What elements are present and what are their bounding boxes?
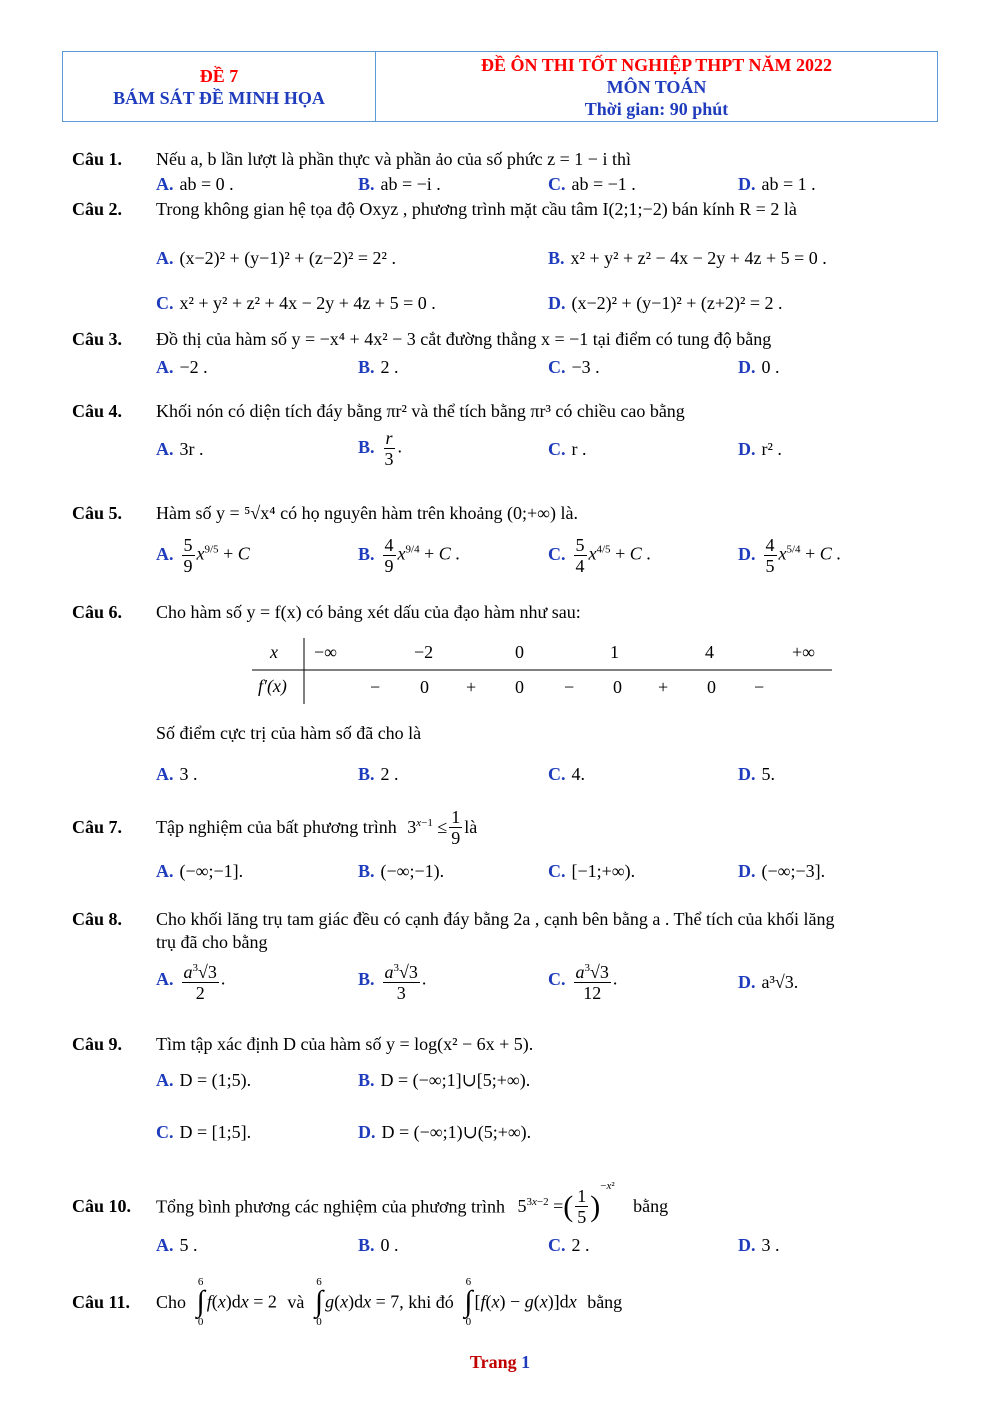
option-c[interactable]: C. D = [1;5]. bbox=[156, 1122, 252, 1142]
x-value: −2 bbox=[414, 642, 434, 662]
question-6 bbox=[72, 602, 581, 623]
x-value: 1 bbox=[610, 642, 619, 662]
option-c[interactable]: C. 4. bbox=[548, 764, 585, 784]
option-a[interactable]: A. 5 . bbox=[156, 1235, 198, 1255]
question-3 bbox=[72, 329, 771, 350]
option-b[interactable]: B. x² + y² + z² − 4x − 2y + 4z + 5 = 0 . bbox=[548, 248, 827, 268]
header-left bbox=[63, 52, 376, 121]
question-number: Câu 4. bbox=[72, 401, 123, 421]
option-c[interactable]: C. x² + y² + z² + 4x − 2y + 4z + 5 = 0 . bbox=[156, 293, 436, 313]
option-a[interactable]: A. ab = 0 . bbox=[156, 174, 234, 194]
question-text: Đồ thị của hàm số y = −x⁴ + 4x² − 3 cắt đường thẳng x = −1 tại điểm có tung độ bằng bbox=[156, 329, 772, 349]
question-8-cont: trụ đã cho bằng bbox=[156, 932, 268, 952]
sign: + bbox=[466, 677, 477, 697]
option-c[interactable]: C. $\frac{a^3√3}{12}$ . bbox=[548, 958, 617, 1003]
option-b[interactable]: B. $\frac{a^3√3}{3}$ . bbox=[358, 958, 426, 1003]
sign: 0 bbox=[613, 677, 622, 697]
question-number: Câu 6. bbox=[72, 602, 123, 622]
x-value: 0 bbox=[515, 642, 524, 662]
option-a[interactable]: A. D = (1;5). bbox=[156, 1070, 252, 1090]
option-d[interactable]: D. $\frac{4}{5}$ $x^{5/4} + C$ . bbox=[738, 535, 841, 576]
x-value: +∞ bbox=[792, 642, 815, 662]
option-b[interactable]: B. 2 . bbox=[358, 357, 399, 377]
sign: + bbox=[658, 677, 669, 697]
x-value: 4 bbox=[705, 642, 714, 662]
option-c[interactable]: C. ab = −1 . bbox=[548, 174, 636, 194]
option-d[interactable]: D. r² . bbox=[738, 439, 782, 459]
option-d[interactable]: D. (−∞;−3]. bbox=[738, 861, 826, 881]
option-b[interactable]: B. $\frac{4}{9}$ $x^{9/4} + C$ . bbox=[358, 535, 460, 576]
exam-number: ĐỀ 7 bbox=[199, 65, 239, 86]
option-a[interactable]: A. (−∞;−1]. bbox=[156, 861, 244, 881]
question-5 bbox=[72, 503, 578, 524]
question-number: Câu 1. bbox=[72, 149, 123, 169]
option-b[interactable]: B. ab = −i . bbox=[358, 174, 441, 194]
option-a[interactable]: A. $\frac{a^3√3}{2}$ . bbox=[156, 958, 225, 1003]
exam-subtitle: BÁM SÁT ĐỀ MINH HỌA bbox=[113, 87, 325, 108]
option-d[interactable]: D. D = (−∞;1)∪(5;+∞). bbox=[358, 1122, 532, 1142]
question-text: Cho khối lăng trụ tam giác đều có cạnh đáy bằng 2a , cạnh bên bằng a . Thể tích của khối lăng bbox=[156, 909, 835, 929]
exam-header bbox=[62, 51, 938, 122]
option-c[interactable]: C. $\frac{5}{4}$ $x^{4/5} + C$ . bbox=[548, 535, 651, 576]
option-d[interactable]: D. 5. bbox=[738, 764, 775, 784]
question-2 bbox=[72, 199, 797, 220]
option-a[interactable]: A. 3 . bbox=[156, 764, 198, 784]
question-text: Trong không gian hệ tọa độ Oxyz , phương trình mặt cầu tâm I(2;1;−2) bán kính R = 2 là bbox=[156, 199, 797, 219]
option-d[interactable]: D. a³√3. bbox=[738, 972, 799, 992]
row-label-fprime: f′(x) bbox=[258, 676, 287, 696]
page-number: 1 bbox=[521, 1352, 531, 1372]
option-d[interactable]: D. 3 . bbox=[738, 1235, 780, 1255]
x-value: −∞ bbox=[314, 642, 337, 662]
sign: 0 bbox=[420, 677, 429, 697]
question-number: Câu 10. bbox=[72, 1196, 132, 1217]
page-footer bbox=[0, 1352, 1000, 1373]
header-right bbox=[376, 52, 937, 121]
option-a[interactable]: A. −2 . bbox=[156, 357, 208, 377]
duration: Thời gian: 90 phút bbox=[584, 98, 729, 119]
question-text: Cho hàm số y = f(x) có bảng xét dấu của đạo hàm như sau: bbox=[156, 602, 581, 622]
footer-label: Trang bbox=[469, 1352, 517, 1372]
sign: − bbox=[564, 677, 575, 697]
question-text: Hàm số y = ⁵√x⁴ có họ nguyên hàm trên khoảng (0;+∞) là. bbox=[156, 503, 578, 523]
option-c[interactable]: C. r . bbox=[548, 439, 587, 459]
question-8 bbox=[72, 909, 834, 930]
option-b[interactable]: B. 2 . bbox=[358, 764, 399, 784]
option-d[interactable]: D. 0 . bbox=[738, 357, 780, 377]
option-a[interactable]: A. $\frac{5}{9}$ $x^{9/5} + C$ bbox=[156, 535, 250, 576]
integral-sign: 6 ∫ 0 bbox=[196, 1276, 205, 1328]
option-a[interactable]: A. 3r . bbox=[156, 439, 204, 459]
option-c[interactable]: C. [−1;+∞). bbox=[548, 861, 636, 881]
question-number: Câu 5. bbox=[72, 503, 123, 523]
question-text: Tìm tập xác định D của hàm số y = log(x² − 6x + 5). bbox=[156, 1034, 534, 1054]
sign: 0 bbox=[515, 677, 524, 697]
sign-table bbox=[252, 636, 832, 706]
exam-title: ĐỀ ÔN THI TỐT NGHIỆP THPT NĂM 2022 bbox=[481, 54, 832, 75]
question-text: Tổng bình phương các nghiệm của phương trình bbox=[156, 1196, 505, 1217]
question-1 bbox=[72, 149, 631, 170]
sign-table-lines bbox=[252, 636, 832, 706]
option-b[interactable]: B. D = (−∞;1]∪[5;+∞). bbox=[358, 1070, 531, 1090]
question-number: Câu 3. bbox=[72, 329, 123, 349]
option-d[interactable]: D. ab = 1 . bbox=[738, 174, 816, 194]
question-number: Câu 9. bbox=[72, 1034, 123, 1054]
option-a[interactable]: A. (x−2)² + (y−1)² + (z−2)² = 2² . bbox=[156, 248, 396, 268]
sign: − bbox=[370, 677, 381, 697]
question-number: Câu 7. bbox=[72, 817, 123, 837]
subject: MÔN TOÁN bbox=[606, 76, 707, 97]
question-9 bbox=[72, 1034, 533, 1055]
sign: 0 bbox=[707, 677, 716, 697]
option-b[interactable]: B. $\frac{r}{3}$ . bbox=[358, 428, 403, 469]
option-b[interactable]: B. (−∞;−1). bbox=[358, 861, 445, 881]
question-4 bbox=[72, 401, 685, 422]
option-b[interactable]: B. 0 . bbox=[358, 1235, 399, 1255]
integral-sign: 6 ∫ 0 bbox=[464, 1276, 473, 1328]
row-label-x: x bbox=[270, 642, 278, 662]
question-text: Tập nghiệm của bất phương trình bbox=[156, 817, 397, 837]
question-11: Câu 11. Cho 6 ∫ 0 f(x)dx = 2 và 6 ∫ 0 g(x)dx = 7, khi đó 6 ∫ 0 [f(x) − g(x)]dx bằng bbox=[72, 1276, 623, 1328]
question-number: Câu 8. bbox=[72, 909, 123, 929]
option-c[interactable]: C. 2 . bbox=[548, 1235, 590, 1255]
sign: − bbox=[754, 677, 765, 697]
integral-sign: 6 ∫ 0 bbox=[314, 1276, 324, 1328]
question-6-follow: Số điểm cực trị của hàm số đã cho là bbox=[156, 723, 422, 743]
question-text: Nếu a, b lần lượt là phần thực và phần ảo của số phức z = 1 − i thì bbox=[156, 149, 631, 169]
question-text: Khối nón có diện tích đáy bằng πr² và thể tích bằng πr³ có chiều cao bằng bbox=[156, 401, 685, 421]
question-number: Câu 11. bbox=[72, 1291, 131, 1312]
question-number: Câu 2. bbox=[72, 199, 123, 219]
option-c[interactable]: C. −3 . bbox=[548, 357, 600, 377]
option-d[interactable]: D. (x−2)² + (y−1)² + (z+2)² = 2 . bbox=[548, 293, 783, 313]
question-7: Câu 7. Tập nghiệm của bất phương trình $3^{x-1}$ ≤ $\frac{1}{9}$ là bbox=[72, 807, 478, 848]
question-10: Câu 10. Tổng bình phương các nghiệm của phương trình $5^{3x-2}$ =( $\frac{1}{5}$ )$^{-x^2}$ bằng bbox=[72, 1180, 669, 1228]
